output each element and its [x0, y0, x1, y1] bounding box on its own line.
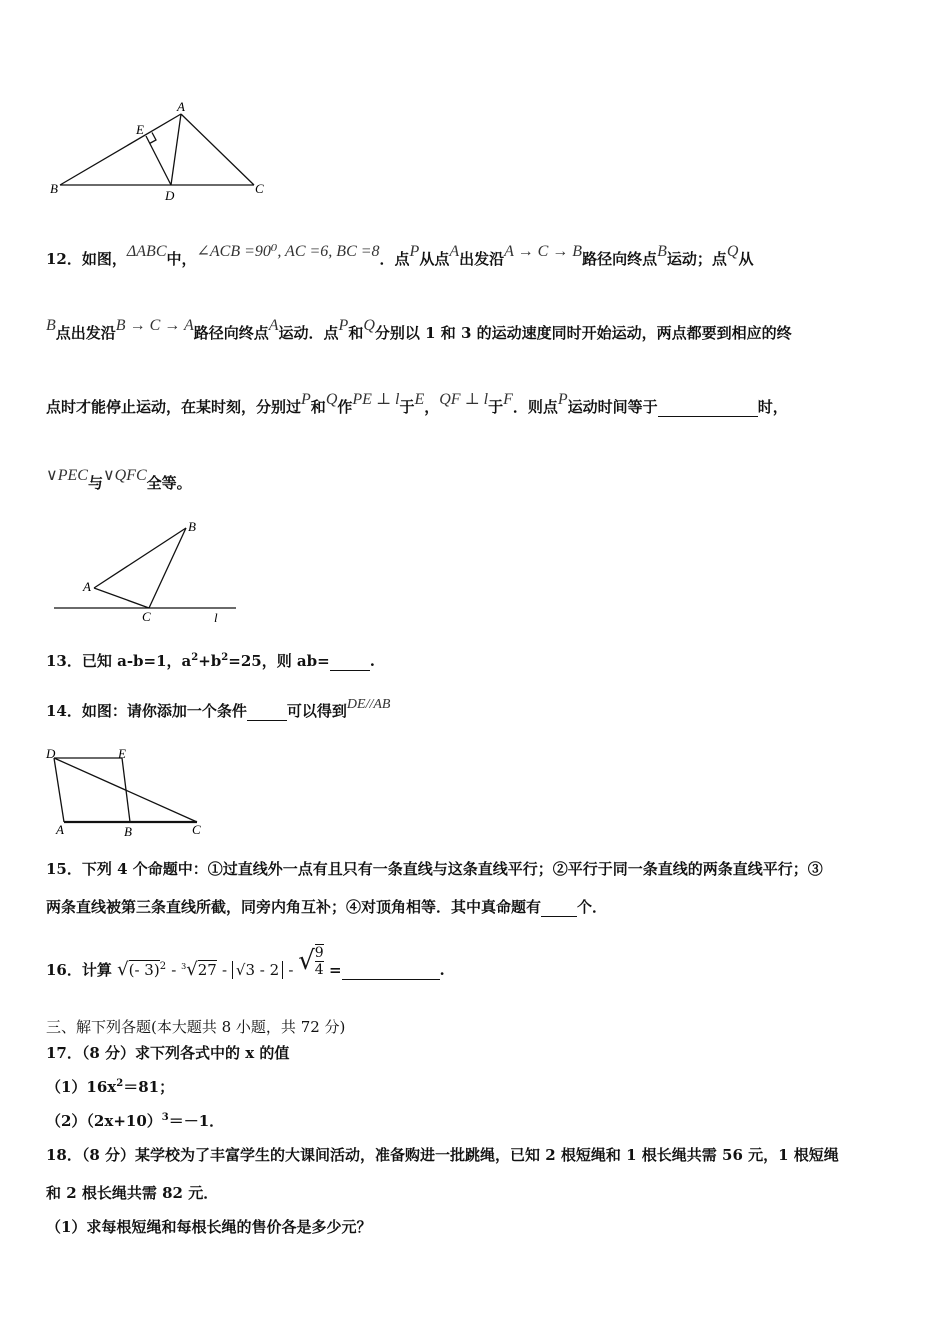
answer-blank-q12[interactable] — [658, 398, 758, 417]
segment-dc — [54, 758, 197, 822]
q16: 16．计算 √(- 3)$^2$ - $^3$√27 - √3 - 2 - √ $\frac{9}{4}$ = . — [46, 945, 445, 980]
segment-ba — [60, 114, 181, 185]
q14: 14．如图：请你添加一个条件 可以得到DE//AB — [46, 697, 391, 720]
q17-part-1: $(1)16x^2=81$； — [46, 1078, 175, 1096]
figure-triangle-abc-altitude — [46, 100, 276, 210]
answer-blank-q15[interactable] — [541, 898, 577, 917]
label-c: C — [142, 609, 151, 624]
segment-ad — [171, 114, 181, 185]
q17-title: 17．（8 分）求下列各式中的 x 的值 — [46, 1044, 290, 1062]
label-d: D — [165, 188, 175, 203]
q12-line-4: ∨PEC与∨QFC全等。 — [46, 467, 192, 492]
right-angle-mark — [150, 133, 157, 144]
answer-blank-q13[interactable] — [330, 652, 370, 671]
cbrt-term: $^3$√27 — [181, 959, 217, 980]
sqrt-term-1: √(- 3)$^2$ — [117, 959, 167, 980]
q12-line-2: B点出发沿B → C → A路径向终点A运动．点P和Q分别以 1 和 3 的运动速度同时开始运动，两点都要到相应的终 — [46, 317, 792, 342]
label-a: A — [83, 579, 91, 594]
sqrt-fraction-term: √ $\frac{9}{4}$ — [298, 945, 324, 978]
label-c: C — [255, 181, 264, 196]
label-d: D — [46, 746, 56, 761]
q18-line-3: （1）求每根短绳和每根长绳的售价各是多少元？ — [46, 1218, 372, 1236]
answer-blank-q16[interactable] — [342, 961, 440, 980]
q15-line-1: 15．下列 4 个命题中：①过直线外一点有且只有一条直线与这条直线平行；②平行于同一条直线的两条直线平行；③ — [46, 860, 823, 878]
q15-line-2: 两条直线被第三条直线所截，同旁内角互补；④对顶角相等．其中真命题有 个． — [46, 898, 608, 916]
label-a: A — [177, 100, 185, 114]
abs-term: √3 - 2 — [232, 961, 283, 979]
q18-line-2: 和 2 根长绳共需 82 元． — [46, 1184, 219, 1202]
segment-ac — [181, 114, 254, 185]
label-a: A — [56, 822, 64, 837]
figure-triangle-abc-line-l — [46, 518, 246, 628]
segment-da — [54, 758, 64, 822]
label-b: B — [50, 181, 58, 196]
figure-parallelogram-deab — [42, 742, 212, 840]
section-3-heading: 三、解下列各题(本大题共 8 小题，共 72 分) — [46, 1018, 346, 1036]
q17-part-2: $(2)(2x+10)^3=-1$． — [46, 1112, 225, 1130]
label-l: l — [214, 610, 218, 625]
label-e: E — [118, 746, 126, 761]
label-b: B — [188, 519, 196, 534]
q12-line-3: 点时才能停止运动，在某时刻，分别过P和Q作PE ⊥ l于E，QF ⊥ l于F．则点P运动时间等于 时， — [46, 391, 788, 416]
segment-ac — [94, 588, 149, 608]
label-c: C — [192, 822, 201, 837]
label-b: B — [124, 824, 132, 839]
q12-line-1: 12．如图，ΔABC中，∠ACB =90⁰, AC =6, BC =8．点P从点A出发沿A → C → B路径向终点B运动；点Q从 — [46, 243, 754, 268]
label-e: E — [136, 122, 144, 137]
q13: 13．已知 a-b=1，$a^2+b^2=25$，则 ab= . — [46, 652, 375, 670]
q18-line-1: 18．（8 分）某学校为了丰富学生的大课间活动，准备购进一批跳绳，已知 2 根短绳和 1 根长绳共需 56 元，1 根短绳 — [46, 1146, 839, 1164]
answer-blank-q14[interactable] — [247, 702, 287, 721]
